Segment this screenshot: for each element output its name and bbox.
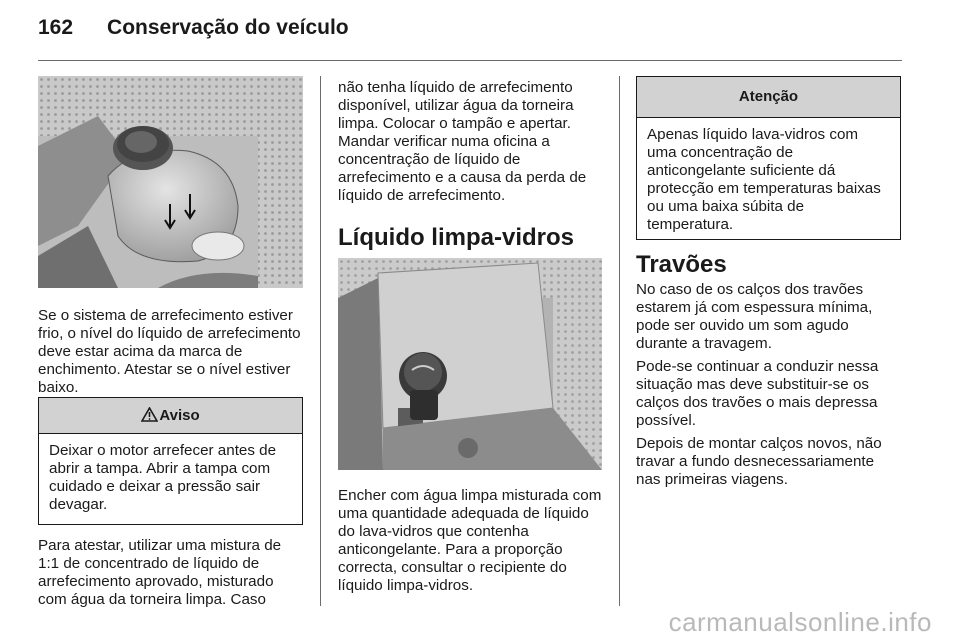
washer-fluid-text: Encher com água limpa misturada com uma quantidade adequada de líquido do lava-vidros que contenha anticongelante. Para a proporção correcta, consultar o recipiente do líquido limpa-vidros. (338, 487, 602, 594)
column-divider-2 (619, 76, 620, 606)
brakes-heading: Travões (636, 251, 727, 278)
coolant-paragraph-1 (38, 307, 303, 397)
washer-fluid-heading: Líquido limpa-vidros (338, 224, 575, 251)
page-title: Conservação do veículo (107, 16, 349, 39)
page-header (38, 16, 349, 40)
brakes-content (636, 281, 901, 489)
washer-fluid-paragraph (338, 487, 602, 595)
warning-box (38, 397, 303, 525)
brakes-paragraph-3: Depois de montar calços novos, não travar a fundo desnecessariamente nas primeiras viagens. (636, 435, 882, 488)
coolant-level-text: Se o sistema de arrefecimento estiver frio, o nível do líquido de arrefecimento deve estar acima da marca de enchimento. Atestar se o nível estiver baixo. (38, 307, 301, 396)
warning-box-header (39, 398, 302, 434)
notice-box-header: Atenção (637, 77, 900, 118)
notice-body: Apenas líquido lava-vidros com uma concentração de anticongelante suficiente dá protecção em temperaturas baixas ou uma baixa súbita de temperatura. (647, 126, 881, 233)
coolant-mixture-text: Para atestar, utilizar uma mistura de 1:1 de concentrado de líquido de arrefecimento aprovado, misturado com água da torneira limpa. Caso (38, 537, 282, 608)
coolant-continuation-text: não tenha líquido de arrefecimento disponível, utilizar água da torneira limpa. Colocar o tampão e apertar. Mandar verificar numa oficina a concentração de líquido de arrefecimento e a causa da perda de líquido de arrefecimento. (338, 79, 587, 204)
brakes-paragraph-1: No caso de os calços dos travões estarem já com espessura mínima, pode ser ouvido um som agudo durante a travagem. (636, 281, 873, 352)
coolant-paragraph-2 (38, 537, 303, 609)
brakes-paragraph-2: Pode-se continuar a conduzir nessa situação mas deve substituir-se os calços dos travões o mais depressa possível. (636, 358, 879, 429)
coolant-paragraph-3 (338, 79, 602, 205)
warning-title: Aviso (159, 407, 200, 424)
header-rule (38, 60, 902, 61)
column-divider-1 (320, 76, 321, 606)
page-number: 162 (38, 16, 74, 39)
washer-fluid-photo (338, 258, 602, 470)
coolant-reservoir-photo (38, 76, 303, 288)
notice-box (636, 76, 901, 240)
warning-triangle-icon (141, 400, 158, 435)
watermark: carmanualsonline.info (668, 607, 932, 637)
warning-body: Deixar o motor arrefecer antes de abrir a tampa. Abrir a tampa com cuidado e deixar a pressão sair devagar. (49, 442, 277, 513)
